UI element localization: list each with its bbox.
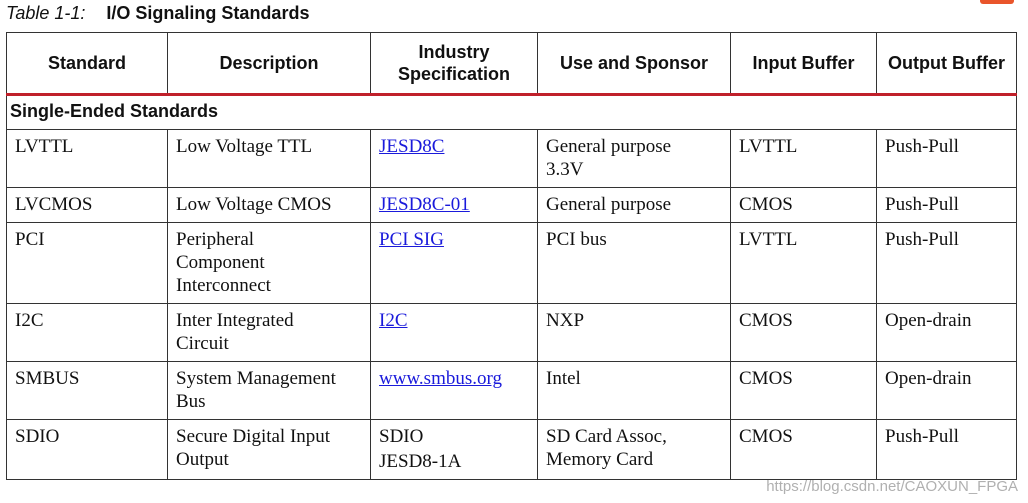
description-text: Inter Integrated Circuit [176, 310, 294, 354]
table-row [7, 223, 1017, 304]
use-sponsor-text: General purpose [546, 194, 672, 215]
description-cell [168, 362, 371, 420]
spec-cell [371, 362, 538, 420]
standard-cell [7, 420, 168, 480]
output-buffer-text: Open-drain [885, 310, 972, 331]
output-buffer-cell [877, 362, 1017, 420]
table-row [7, 362, 1017, 420]
output-buffer-cell [877, 130, 1017, 188]
description-cell [168, 420, 371, 480]
io-standards-table [6, 32, 1017, 480]
use-sponsor-text: Intel [546, 368, 581, 389]
use-sponsor-cell [538, 188, 731, 223]
use-sponsor-text: SD Card Assoc, Memory Card [546, 426, 667, 470]
input-buffer-text: LVTTL [739, 136, 798, 157]
input-buffer-text: LVTTL [739, 229, 798, 250]
description-text: Low Voltage CMOS [176, 194, 332, 215]
standard-cell [7, 362, 168, 420]
input-buffer-cell [731, 188, 877, 223]
output-buffer-text: Push-Pull [885, 426, 959, 447]
col-description-header: Description [168, 33, 371, 95]
description-text: Low Voltage TTL [176, 136, 313, 157]
input-buffer-text: CMOS [739, 368, 793, 389]
description-cell [168, 223, 371, 304]
standard-text: SMBUS [15, 368, 80, 389]
standard-text: LVTTL [15, 136, 74, 157]
output-buffer-text: Push-Pull [885, 194, 959, 215]
standard-cell [7, 130, 168, 188]
output-buffer-cell [877, 223, 1017, 304]
spec-link[interactable]: JESD8C-01 [379, 194, 470, 215]
output-buffer-cell [877, 420, 1017, 480]
input-buffer-text: CMOS [739, 194, 793, 215]
watermark: https://blog.csdn.net/CAOXUN_FPGA [766, 478, 1018, 495]
col-standard-header: Standard [7, 33, 168, 95]
spec-cell [371, 223, 538, 304]
use-sponsor-cell [538, 130, 731, 188]
spec-link[interactable]: www.smbus.org [379, 368, 502, 389]
table-number: Table 1-1: [6, 3, 86, 23]
standard-text: I2C [15, 310, 44, 331]
col-industry-spec-header: Industry Specification [371, 33, 538, 95]
section-row [7, 95, 1017, 130]
col-use-sponsor-header: Use and Sponsor [538, 33, 731, 95]
description-text: Peripheral Component Interconnect [176, 229, 271, 296]
use-sponsor-text: General purpose 3.3V [546, 136, 672, 180]
standard-cell [7, 188, 168, 223]
output-buffer-cell [877, 188, 1017, 223]
table-row [7, 130, 1017, 188]
use-sponsor-cell [538, 420, 731, 480]
col-output-buffer-header: Output Buffer [877, 33, 1017, 95]
standard-text: PCI [15, 229, 45, 250]
table-caption [6, 0, 309, 28]
description-text: System Management Bus [176, 368, 336, 412]
header-row [7, 33, 1017, 95]
output-buffer-cell [877, 304, 1017, 362]
input-buffer-cell [731, 362, 877, 420]
output-buffer-text: Push-Pull [885, 136, 959, 157]
input-buffer-cell [731, 420, 877, 480]
output-buffer-text: Open-drain [885, 368, 972, 389]
spec-link[interactable]: PCI SIG [379, 229, 444, 250]
corner-accent [980, 0, 1014, 4]
spec-text: SDIO [379, 426, 424, 447]
table-row [7, 188, 1017, 223]
col-input-buffer-header: Input Buffer [731, 33, 877, 95]
input-buffer-text: CMOS [739, 310, 793, 331]
use-sponsor-text: PCI bus [546, 229, 607, 250]
description-cell [168, 188, 371, 223]
spec-cell [371, 130, 538, 188]
spec-link[interactable]: JESD8C [379, 136, 445, 157]
input-buffer-cell [731, 223, 877, 304]
input-buffer-cell [731, 304, 877, 362]
description-text: Secure Digital Input Output [176, 426, 331, 470]
description-cell [168, 130, 371, 188]
spec-link[interactable]: I2C [379, 310, 408, 331]
standard-cell [7, 223, 168, 304]
table-row [7, 420, 1017, 480]
spec-cell [371, 420, 538, 480]
description-cell [168, 304, 371, 362]
standard-text: LVCMOS [15, 194, 93, 215]
spec-cell [371, 188, 538, 223]
table-title: I/O Signaling Standards [106, 3, 310, 23]
spec-text-secondary: JESD8-1A [379, 451, 462, 472]
input-buffer-text: CMOS [739, 426, 793, 447]
table-row [7, 304, 1017, 362]
use-sponsor-text: NXP [546, 310, 585, 331]
use-sponsor-cell [538, 362, 731, 420]
use-sponsor-cell [538, 223, 731, 304]
spec-cell [371, 304, 538, 362]
output-buffer-text: Push-Pull [885, 229, 959, 250]
input-buffer-cell [731, 130, 877, 188]
standard-cell [7, 304, 168, 362]
section-label: Single-Ended Standards [7, 95, 1017, 130]
use-sponsor-cell [538, 304, 731, 362]
standard-text: SDIO [15, 426, 60, 447]
